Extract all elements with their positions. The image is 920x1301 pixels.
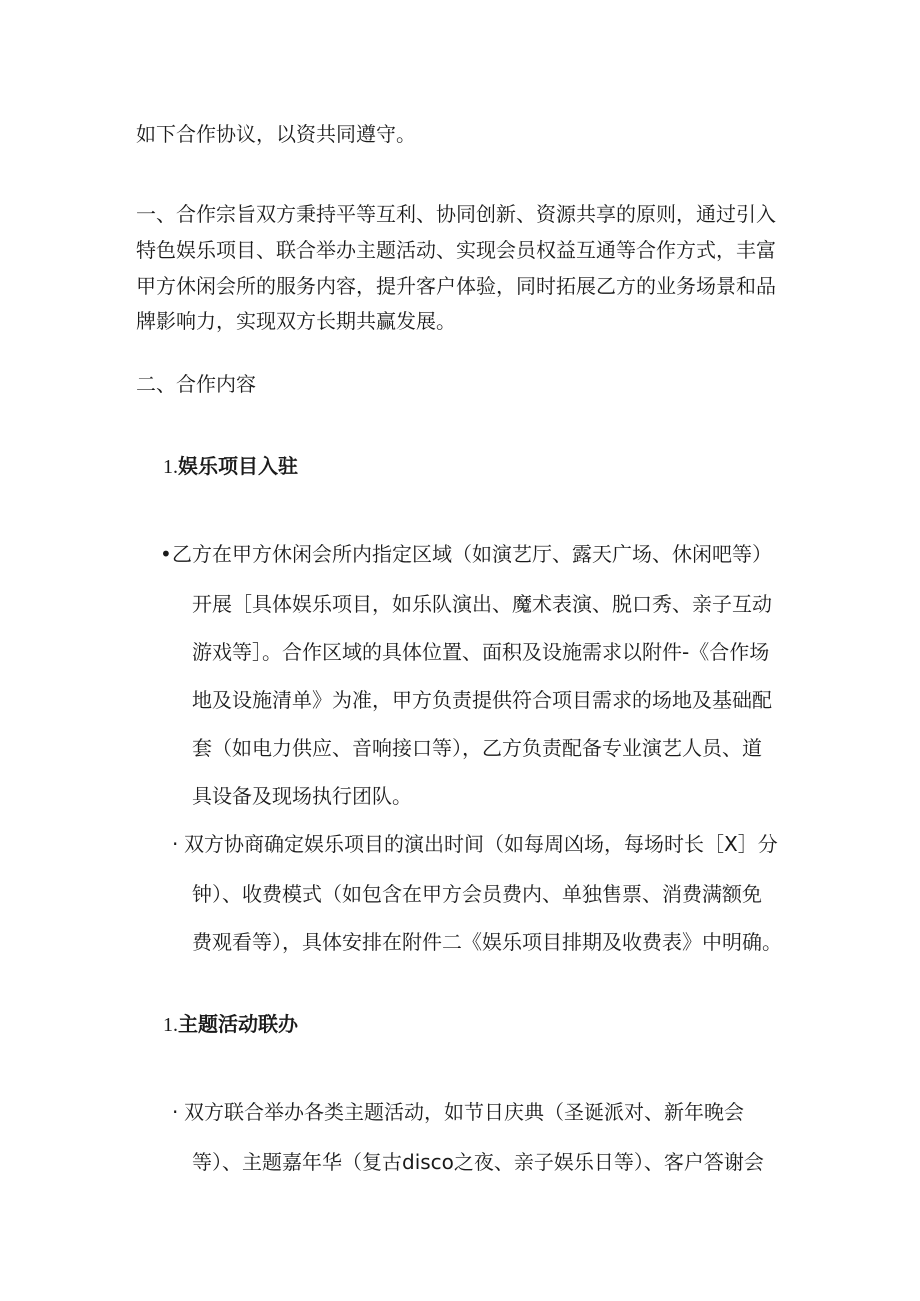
section2-title: 二、合作内容 bbox=[136, 372, 256, 396]
sub1-bullet1-line-6: 具设备及现场执行团队。 bbox=[192, 784, 412, 808]
sub1-bullet2-line-1: 双方协商确定娱乐项目的演出时间（如每周凶场，每场时长［X］分 bbox=[184, 832, 778, 856]
section1-line-2: 特色娱乐项目、联合举办主题活动、实现会员权益互通等合作方式，丰富 bbox=[136, 238, 776, 262]
sub1-bullet1-marker: • bbox=[160, 542, 172, 566]
section1-line-3: 甲方休闲会所的服务内容，提升客户体验，同时拓展乙方的业务场景和品 bbox=[136, 274, 776, 298]
sub1-heading bbox=[163, 452, 298, 481]
sub2-number: 1. bbox=[163, 1014, 178, 1036]
sub1-bullet1-line-5: 套（如电力供应、音响接口等），乙方负责配备专业演艺人员、道 bbox=[192, 736, 762, 760]
sub2-heading bbox=[163, 1010, 298, 1039]
intro-text: 如下合作协议，以资共同遵守。 bbox=[136, 122, 416, 146]
sub2-bullet1-line-1: 双方联合举办各类主题活动，如节日庆典（圣诞派对、新年晚会 bbox=[184, 1100, 744, 1124]
section1-line-4: 牌影响力，实现双方长期共赢发展。 bbox=[136, 309, 456, 333]
sub2-bullet1-line-2: 等）、主题嘉年华（复古disco之夜、亲子娱乐日等）、客户答谢会 bbox=[192, 1150, 764, 1174]
sub2-bullet1-marker: · bbox=[172, 1100, 179, 1124]
sub1-bullet1-line-3: 游戏等］。合作区域的具体位置、面积及设施需求以附件-《合作场 bbox=[192, 640, 770, 664]
sub1-bullet2-line-2: 钟）、收费模式（如包含在甲方会员费内、单独售票、消费满额免 bbox=[192, 882, 762, 906]
sub1-bullet2-line-3: 费观看等），具体安排在附件二《娱乐项目排期及收费表》中明确。 bbox=[192, 930, 782, 954]
sub1-bullet1-line-1: 乙方在甲方休闲会所内指定区域（如演艺厅、露天广场、休闲吧等） bbox=[172, 542, 772, 566]
sub1-number: 1. bbox=[163, 456, 178, 478]
sub1-title: 娱乐项目入驻 bbox=[178, 454, 298, 478]
section1-line-1: 一、合作宗旨双方秉持平等互利、协同创新、资源共享的原则，通过引入 bbox=[136, 202, 776, 226]
sub1-bullet1-line-4: 地及设施清单》为准，甲方负责提供符合项目需求的场地及基础配 bbox=[192, 688, 772, 712]
sub2-title: 主题活动联办 bbox=[178, 1012, 298, 1036]
sub1-bullet2-marker: · bbox=[172, 832, 179, 856]
sub1-bullet1-line-2: 开展［具体娱乐项目，如乐队演出、魔术表演、脱口秀、亲子互动 bbox=[192, 592, 772, 616]
